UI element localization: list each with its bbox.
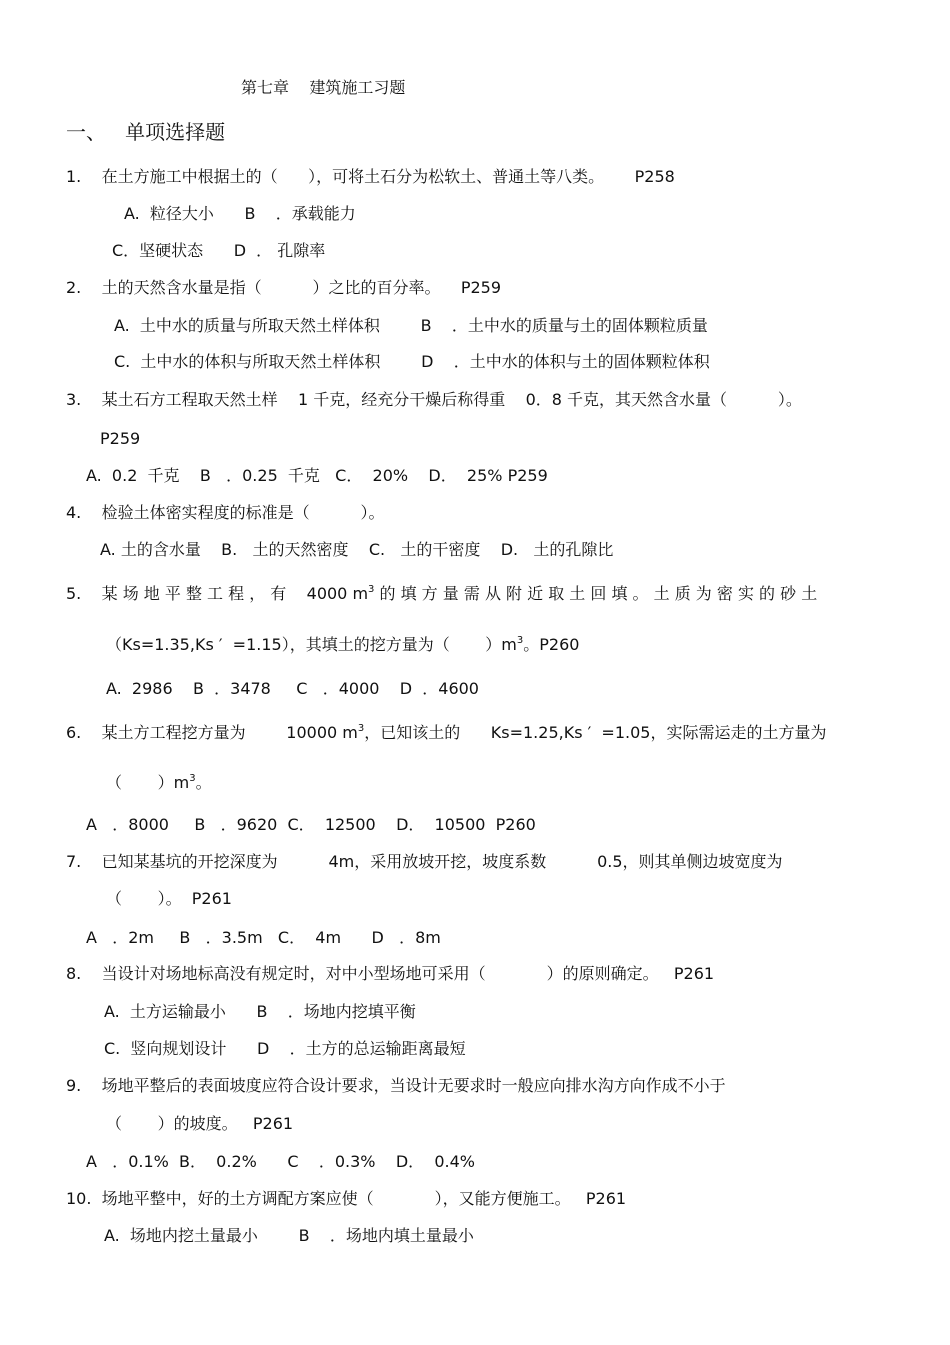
q6-text-b: ，已知该土的 Ks=1.25,Ks ′ =1.05，实际需运走的土方量为 xyxy=(364,723,827,742)
q6-options: A ．8000 B ．9620 C． 12500 D． 10500 P260 xyxy=(86,815,536,834)
q5-continuation xyxy=(106,635,579,655)
q10-options-ab: A. 场地内挖土量最小 B ．场地内填土量最小 xyxy=(104,1226,474,1245)
q1-options-ab: A. 粒径大小 B ．承载能力 xyxy=(124,204,356,223)
q2-options-cd: C. 土中水的体积与所取天然土样体积 D ．土中水的体积与土的固体颗粒体积 xyxy=(114,352,710,371)
q3-options: A. 0.2 千克 B ．0.25 千克 C． 20% D． 25% P259 xyxy=(86,466,548,485)
q4-options: A. 土的含水量 B. 土的天然密度 C. 土的干密度 D. 土的孔隙比 xyxy=(100,540,614,559)
q8-options-ab: A. 土方运输最小 B ．场地内挖填平衡 xyxy=(104,1002,416,1021)
q9-continuation: （ ）的坡度。 P261 xyxy=(106,1114,294,1133)
question-6 xyxy=(66,723,826,743)
q2-options-ab: A. 土中水的质量与所取天然土样体积 B ．土中水的质量与土的固体颗粒质量 xyxy=(114,316,708,335)
q6-superscript: 3 xyxy=(357,723,365,734)
question-5 xyxy=(66,584,817,604)
question-7: 7. 已知某基坑的开挖深度为 4m，采用放坡开挖，坡度系数 0.5，则其单侧边坡宽度为 xyxy=(66,852,783,871)
q6-continuation xyxy=(106,773,212,793)
question-8: 8. 当设计对场地标高没有规定时，对中小型场地可采用（ ）的原则确定。 P261 xyxy=(66,964,715,983)
question-1: 1. 在土方施工中根据土的（ ），可将土石分为松软土、普通土等八类。 P258 xyxy=(66,167,675,186)
q5-text-d: 。P260 xyxy=(523,635,580,654)
q8-options-cd: C. 竖向规划设计 D ．土方的总运输距离最短 xyxy=(104,1039,466,1058)
chapter-title: 第七章 建筑施工习题 xyxy=(241,78,406,97)
section-heading: 一、 单项选择题 xyxy=(66,120,226,144)
question-9: 9. 场地平整后的表面坡度应符合设计要求，当设计无要求时一般应向排水沟方向作成不小于 xyxy=(66,1076,726,1095)
q5-superscript: 3 xyxy=(368,584,375,595)
q6-superscript-2: 3 xyxy=(189,773,196,784)
q6-text-c: （ ）m xyxy=(106,773,190,792)
q5-superscript-2: 3 xyxy=(516,635,524,646)
q5-text-a: 5. 某 场 地 平 整 工 程 ， 有 4000 m xyxy=(66,584,369,603)
question-4: 4. 检验土体密实程度的标准是（ ）。 xyxy=(66,503,385,522)
question-10: 10. 场地平整中，好的土方调配方案应使（ ），又能方便施工。 P261 xyxy=(66,1189,627,1208)
q7-continuation: （ ）。 P261 xyxy=(106,889,232,908)
q6-text-d: 。 xyxy=(195,773,212,792)
q7-options: A ．2m B ．3.5m C． 4m D ．8m xyxy=(86,928,441,947)
q9-options: A ．0.1% B． 0.2% C ．0.3% D． 0.4% xyxy=(86,1152,475,1171)
q6-text-a: 6. 某土方工程挖方量为 10000 m xyxy=(66,723,358,742)
q1-options-cd: C．坚硬状态 D ． 孔隙率 xyxy=(112,241,326,260)
q5-text-b: 的 填 方 量 需 从 附 近 取 土 回 填 。 土 质 为 密 实 的 砂 土 xyxy=(374,584,818,603)
q5-text-c: （Ks=1.35,Ks ′ =1.15），其填土的挖方量为（ ）m xyxy=(106,635,517,654)
q3-page-ref: P259 xyxy=(100,429,141,448)
question-3: 3. 某土石方工程取天然土样 1 千克，经充分干燥后称得重 0．8 千克，其天然含水量（ ）。 xyxy=(66,390,802,409)
question-2: 2. 土的天然含水量是指（ ）之比的百分率。 P259 xyxy=(66,278,502,297)
q5-options: A. 2986 B ．3478 C ．4000 D ．4600 xyxy=(106,679,479,698)
